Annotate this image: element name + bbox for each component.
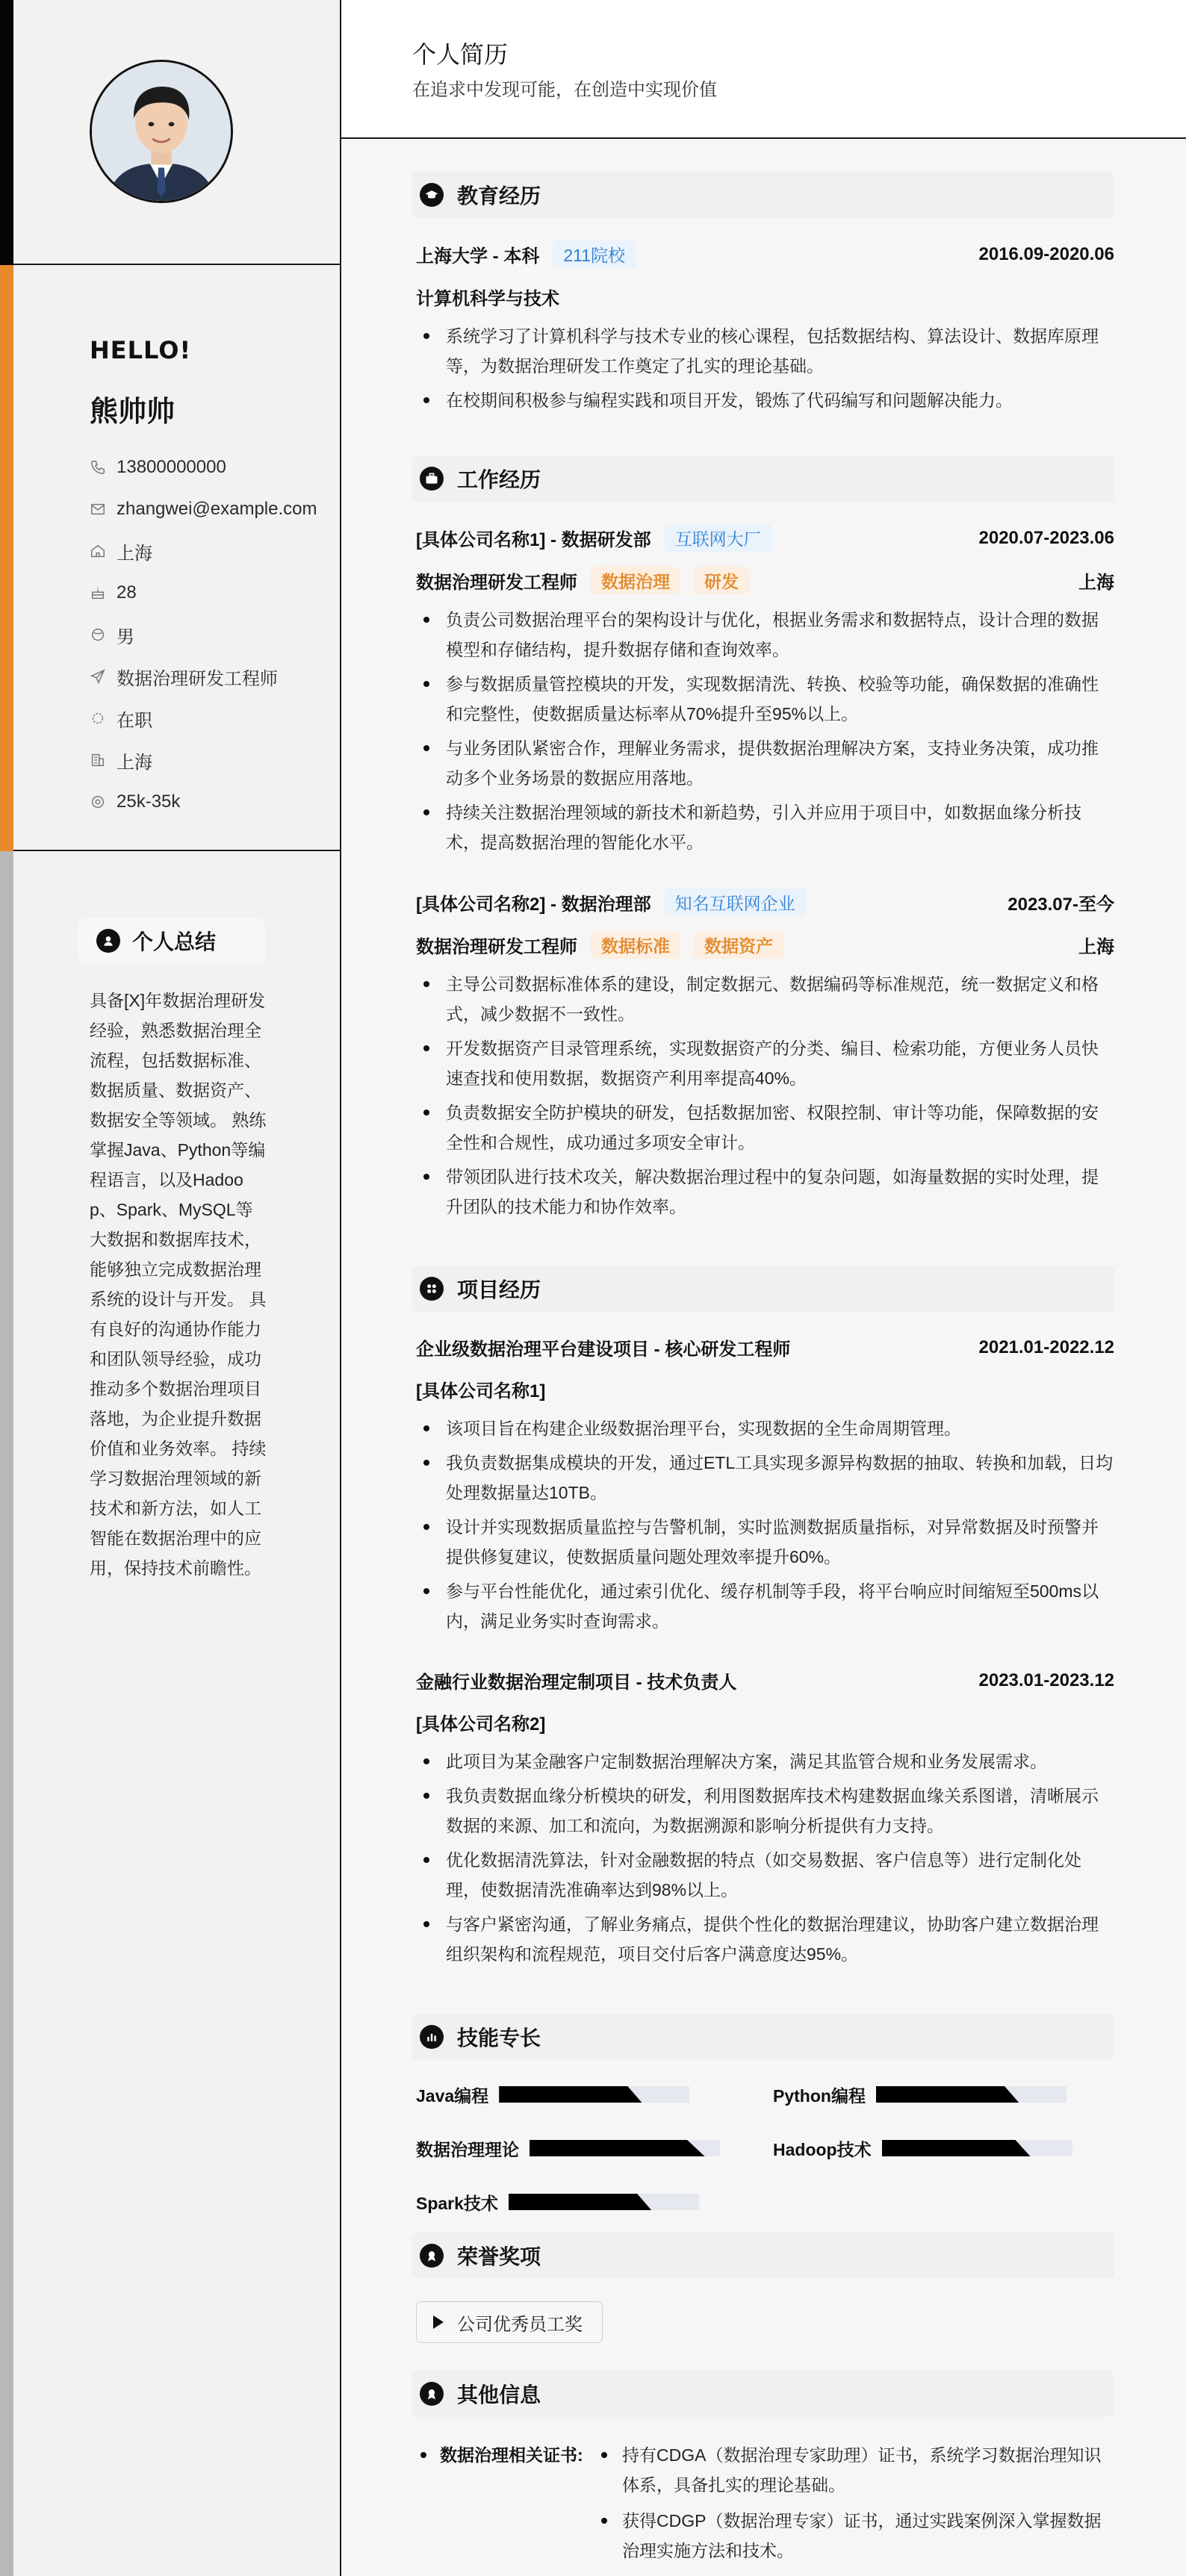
send-icon — [90, 668, 106, 685]
education-bullets — [416, 321, 1114, 420]
list-item: 负责数据安全防护模块的研发，包括数据加密、权限控制、审计等功能，保障数据的安全性和合规性，成功通过多项安全审计。 — [416, 1098, 1114, 1157]
list-item: 带领团队进行技术攻关，解决数据治理过程中的复杂问题，如海量数据的实时处理，提升团队的技术能力和协作效率。 — [416, 1162, 1114, 1222]
info-gender — [90, 614, 336, 656]
job-city: 上海 — [1078, 573, 1114, 593]
certificate-row — [416, 2440, 1114, 2572]
skill-item — [416, 2187, 699, 2217]
project-2-company-row — [416, 1709, 1114, 1735]
list-item: 我负责数据血缘分析模块的研发，利用图数据库技术构建数据血缘关系图谱，清晰展示数据的来源、加工和流向，为数据溯源和影响分析提供有力支持。 — [416, 1781, 1114, 1841]
skill-item — [773, 2133, 1072, 2163]
certificate-label: 数据治理相关证书: — [416, 2440, 595, 2470]
person-name: 熊帅帅 — [90, 396, 176, 428]
skill-bar-track — [509, 2194, 699, 2210]
list-item: 负责公司数据治理平台的架构设计与优化，根据业务需求和数据特点，设计合理的数据模型和存储结构，提升数据存储和查询效率。 — [416, 605, 1114, 665]
info-work-city — [90, 739, 336, 781]
company-tag: 知名互联网企业 — [665, 889, 806, 916]
section-title: 荣誉奖项 — [457, 2245, 541, 2268]
section-projects — [412, 1266, 1114, 1312]
award-label: 公司优秀员工奖 — [457, 2314, 583, 2335]
job-role: 数据治理研发工程师 — [416, 573, 577, 593]
list-item: 持续关注数据治理领域的新技术和新趋势，引入并应用于项目中，如数据血缘分析技术，提高数据治理的智能化水平。 — [416, 797, 1114, 857]
status-icon — [90, 710, 106, 727]
info-status — [90, 697, 336, 739]
info-email — [90, 488, 336, 530]
skill-item — [416, 2133, 720, 2163]
skill-bar-track — [499, 2086, 689, 2103]
info-text: 男 — [117, 626, 134, 647]
list-item: 与客户紧密沟通，了解业务痛点，提供个性化的数据治理建议，协助客户建立数据治理组织架构和流程规范，项目交付后客户满意度达95%。 — [416, 1909, 1114, 1969]
section-title: 其他信息 — [457, 2383, 541, 2407]
accent-strip-orange — [0, 265, 13, 851]
section-other — [412, 2371, 1114, 2417]
graduation-cap-icon — [420, 183, 444, 207]
job-date: 2020.07-2023.06 — [978, 527, 1114, 548]
project-name: 金融行业数据治理定制项目 - 技术负责人 — [416, 1673, 737, 1693]
major-name: 计算机科学与技术 — [416, 289, 559, 309]
project-1-title-row — [416, 1334, 1114, 1360]
page-title: 个人简历 — [412, 41, 509, 68]
skill-bar-fill — [499, 2086, 642, 2103]
skill-name: Python编程 — [773, 2085, 866, 2106]
list-item: 主导公司数据标准体系的建设，制定数据元、数据编码等标准规范，统一数据定义和格式，减少数据不一致性。 — [416, 969, 1114, 1029]
education-major-row — [416, 284, 1114, 310]
section-title: 工作经历 — [457, 468, 541, 491]
info-icon — [420, 2382, 444, 2406]
info-phone — [90, 447, 336, 488]
job-2-company-row — [416, 889, 1114, 916]
list-item: 我负责数据集成模块的开发，通过ETL工具实现多源异构数据的抽取、转换和加载，日均处理数据量达10TB。 — [416, 1448, 1114, 1508]
info-age — [90, 572, 336, 614]
section-work — [412, 455, 1114, 502]
user-icon — [96, 929, 120, 953]
role-tag: 数据资产 — [694, 931, 783, 959]
school-tag: 211院校 — [553, 240, 636, 268]
accent-strip-black — [0, 0, 13, 265]
section-skills — [412, 2014, 1114, 2060]
section-title: 技能专长 — [457, 2026, 541, 2050]
building-icon — [90, 752, 106, 768]
skill-name: 数据治理理论 — [416, 2139, 519, 2159]
skill-bar-fill — [509, 2194, 651, 2210]
info-text: 在职 — [117, 710, 152, 731]
certificate-list — [595, 2440, 1114, 2572]
job-1-company-row — [416, 524, 1114, 552]
info-text: 上海 — [117, 752, 152, 773]
role-tag: 研发 — [694, 567, 749, 594]
list-item: 该项目旨在构建企业级数据治理平台，实现数据的全生命周期管理。 — [416, 1413, 1114, 1443]
job-company: [具体公司名称2] - 数据治理部 — [416, 895, 651, 915]
education-date: 2016.09-2020.06 — [978, 243, 1114, 264]
section-education — [412, 172, 1114, 218]
skill-name: Java编程 — [416, 2085, 489, 2106]
summary-title: 个人总结 — [132, 930, 217, 953]
info-text: 数据治理研发工程师 — [117, 668, 278, 689]
list-item: 与业务团队紧密合作，理解业务需求，提供数据治理解决方案，支持业务决策，成功推动多个业务场景的数据应用落地。 — [416, 733, 1114, 793]
avatar-portrait-icon — [92, 62, 231, 201]
project-2-bullets — [416, 1746, 1114, 1973]
list-item: 设计并实现数据质量监控与告警机制，实时监测数据质量指标，对异常数据及时预警并提供修复建议，使数据质量问题处理效率提升60%。 — [416, 1512, 1114, 1572]
briefcase-icon — [420, 467, 444, 491]
job-company: [具体公司名称1] - 数据研发部 — [416, 530, 651, 550]
accent-strip-gray — [0, 851, 13, 2576]
info-salary — [90, 781, 336, 823]
project-company: [具体公司名称2] — [416, 1714, 546, 1735]
list-item: 在校期间积极参与编程实践和项目开发，锻炼了代码编写和问题解决能力。 — [416, 385, 1114, 415]
job-city: 上海 — [1078, 937, 1114, 957]
info-position — [90, 656, 336, 697]
education-school-row — [416, 240, 1114, 268]
skill-bar-fill — [876, 2086, 1019, 2103]
summary-heading — [78, 918, 265, 963]
job-1-bullets — [416, 605, 1114, 862]
play-icon — [433, 2315, 444, 2329]
skill-item — [773, 2079, 1067, 2109]
grid-icon — [420, 1277, 444, 1301]
job-role: 数据治理研发工程师 — [416, 937, 577, 957]
role-tag: 数据标准 — [591, 931, 680, 959]
info-text: 13800000000 — [117, 457, 226, 477]
list-item: 获得CDGP（数据治理专家）证书，通过实践案例深入掌握数据治理实施方法和技术。 — [595, 2506, 1114, 2566]
other-info — [416, 2440, 1114, 2572]
list-item: 系统学习了计算机科学与技术专业的核心课程，包括数据结构、算法设计、数据库原理等，为数据治理研发工作奠定了扎实的理论基础。 — [416, 321, 1114, 381]
project-1-company-row — [416, 1376, 1114, 1402]
skill-name: Spark技术 — [416, 2193, 498, 2213]
sidebar-divider — [13, 264, 340, 265]
main-content — [340, 0, 1186, 2576]
project-name: 企业级数据治理平台建设项目 - 核心研发工程师 — [416, 1340, 791, 1360]
list-item: 持有CDGA（数据治理专家助理）证书，系统学习数据治理知识体系，具备扎实的理论基础。 — [595, 2440, 1114, 2500]
sidebar — [0, 0, 340, 2576]
contact-info-list — [90, 447, 336, 823]
list-item: 参与数据质量管控模块的开发，实现数据清洗、转换、校验等功能，确保数据的准确性和完整性，使数据质量达标率从70%提升至95%以上。 — [416, 669, 1114, 729]
sidebar-divider — [13, 850, 340, 851]
phone-icon — [90, 459, 106, 476]
list-item: 优化数据清洗算法，针对金融数据的特点（如交易数据、客户信息等）进行定制化处理，使数据清洗准确率达到98%以上。 — [416, 1845, 1114, 1905]
role-tag: 数据治理 — [591, 567, 680, 594]
skill-name: Hadoop技术 — [773, 2139, 872, 2159]
project-1-bullets — [416, 1413, 1114, 1640]
skill-bar-track — [876, 2086, 1067, 2103]
info-text: 28 — [117, 582, 137, 603]
skill-bar-track — [530, 2140, 720, 2156]
section-awards — [412, 2233, 1114, 2279]
hello-heading: HELLO! — [90, 336, 192, 364]
list-item: 开发数据资产目录管理系统，实现数据资产的分类、编目、检索功能，方便业务人员快速查找和使用数据，数据资产利用率提高40%。 — [416, 1033, 1114, 1093]
home-icon — [90, 543, 106, 559]
job-1-role-row — [416, 567, 1114, 594]
info-text: 25k-35k — [117, 791, 181, 812]
info-text: 上海 — [117, 543, 152, 564]
skill-bar-fill — [530, 2140, 705, 2156]
award-item[interactable] — [416, 2301, 603, 2343]
avatar — [90, 60, 233, 203]
job-date: 2023.07-至今 — [1008, 895, 1114, 915]
gender-icon — [90, 626, 106, 643]
section-title: 教育经历 — [457, 184, 541, 208]
skill-item — [416, 2079, 689, 2109]
job-2-bullets — [416, 969, 1114, 1226]
skill-bar-track — [882, 2140, 1072, 2156]
skill-bar-fill — [882, 2140, 1031, 2156]
project-date: 2023.01-2023.12 — [978, 1670, 1114, 1690]
salary-icon — [90, 794, 106, 810]
project-company: [具体公司名称1] — [416, 1381, 546, 1401]
cake-icon — [90, 585, 106, 601]
award-icon — [420, 2244, 444, 2268]
summary-text: 具备[X]年数据治理研发经验，熟悉数据治理全流程，包括数据标准、数据质量、数据资产、数据安全等领域。 熟练掌握Java、Python等编程语言，以及Hadoop、Spark、MySQL等大数据和数据库技术，能够独立完成数据治理系统的设计与开发。 具有良好的沟通协作能力和团队领导经验，成功推动多个数据治理项目落地，为企业提升数据价值和业务效率。 持续学习数据治理领域的新技术和新方法，如人工智能在数据治理中的应用，保持技术前瞻性。 — [90, 991, 267, 1578]
project-2-title-row — [416, 1667, 1114, 1693]
company-tag: 互联网大厂 — [665, 524, 771, 552]
list-item: 此项目为某金融客户定制数据治理解决方案，满足其监管合规和业务发展需求。 — [416, 1746, 1114, 1776]
bar-chart-icon — [420, 2025, 444, 2049]
page-subtitle: 在追求中发现可能，在创造中实现价值 — [412, 80, 717, 100]
school-name: 上海大学 - 本科 — [416, 246, 540, 267]
job-2-role-row — [416, 931, 1114, 959]
info-location — [90, 530, 336, 572]
project-date: 2021.01-2022.12 — [978, 1337, 1114, 1357]
resume-header — [341, 0, 1186, 139]
section-title: 项目经历 — [457, 1278, 541, 1301]
list-item: 参与平台性能优化，通过索引优化、缓存机制等手段，将平台响应时间缩短至500ms以内，满足业务实时查询需求。 — [416, 1576, 1114, 1636]
info-text: zhangwei@example.com — [117, 499, 317, 519]
mail-icon — [90, 501, 106, 517]
